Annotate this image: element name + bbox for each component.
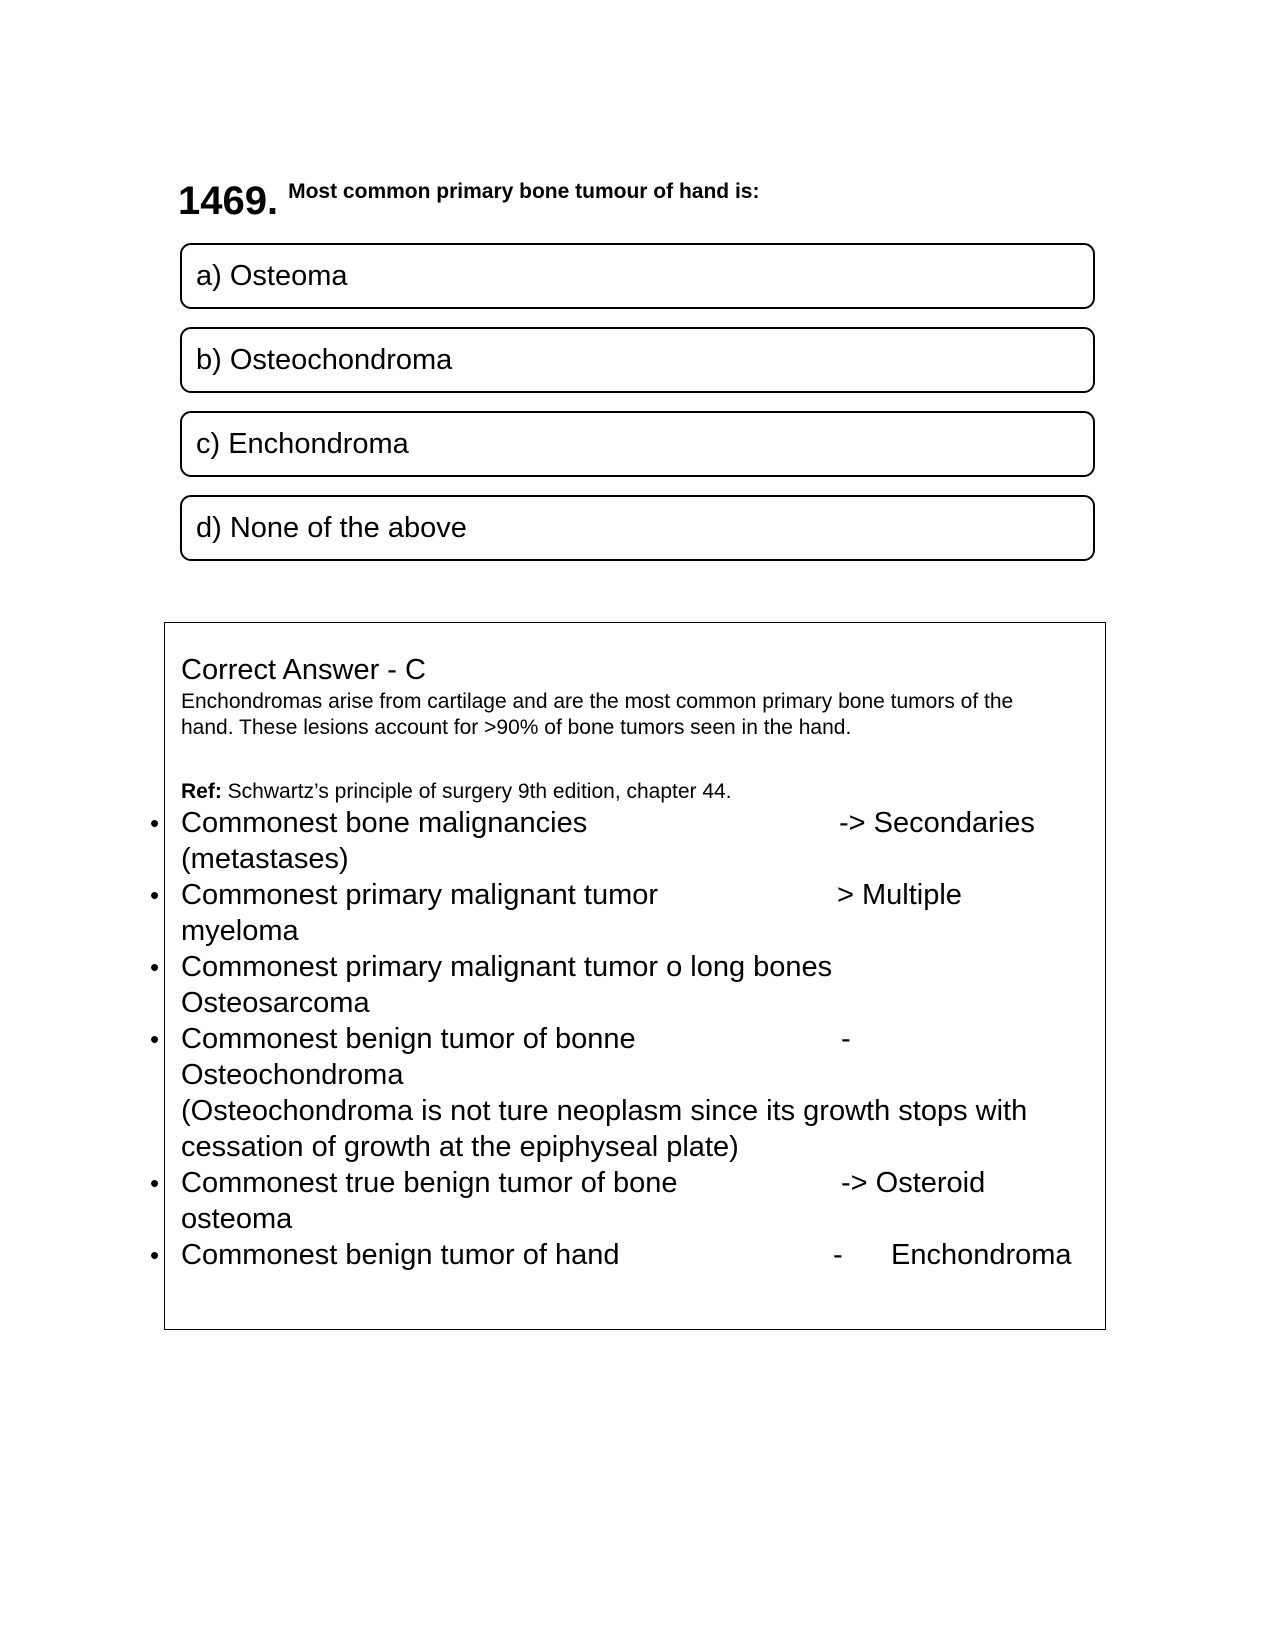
list-item (150, 877, 1081, 949)
correct-answer-title: Correct Answer - C (181, 654, 426, 686)
option-c[interactable]: c) Enchondroma (180, 411, 1095, 477)
bullet-icon: • (150, 1024, 160, 1054)
fact-label: Commonest true benign tumor of bone (181, 1167, 678, 1199)
fact-continuation: Osteosarcoma (181, 987, 370, 1019)
list-item (150, 1021, 1081, 1165)
option-a[interactable]: a) Osteoma (180, 243, 1095, 309)
fact-value: - Enchondroma (833, 1239, 1072, 1271)
fact-note-line-2: cessation of growth at the epiphyseal plate) (181, 1131, 739, 1163)
explanation-line-2: hand. These lesions account for >90% of bone tumors seen in the hand. (181, 716, 852, 739)
bullet-icon: • (150, 808, 160, 838)
option-b[interactable]: b) Osteochondroma (180, 327, 1095, 393)
ref-label: Ref: (181, 780, 222, 803)
question-header (178, 178, 759, 224)
fact-continuation: myeloma (181, 915, 299, 947)
list-item (150, 1165, 1081, 1237)
explanation-line-1: Enchondromas arise from cartilage and are the most common primary bone tumors of the (181, 690, 1014, 713)
list-item (150, 805, 1081, 877)
fact-value: -> Osteroid (841, 1167, 986, 1199)
bullet-icon: • (150, 1168, 160, 1198)
fact-label: Commonest bone malignancies (181, 807, 588, 839)
fact-value: > Multiple (837, 879, 962, 911)
ref-text: Schwartz’s principle of surgery 9th edition, chapter 44. (221, 780, 732, 803)
fact-value: - (841, 1023, 851, 1055)
list-item (150, 949, 1081, 1021)
fact-continuation: (metastases) (181, 843, 349, 875)
fact-label: Commonest primary malignant tumor o long bones (181, 951, 833, 983)
fact-label: Commonest benign tumor of bonne (181, 1023, 636, 1055)
fact-label: Commonest primary malignant tumor (181, 879, 659, 911)
bullet-icon: • (150, 952, 160, 982)
reference (181, 779, 732, 805)
question-text: Most common primary bone tumour of hand is: (288, 180, 760, 203)
fact-note-line-1: (Osteochondroma is not ture neoplasm since its growth stops with (181, 1095, 1028, 1127)
bullet-icon: • (150, 880, 160, 910)
option-d[interactable]: d) None of the above (180, 495, 1095, 561)
bullet-icon: • (150, 1240, 160, 1270)
question-number: 1469. (178, 179, 279, 223)
answer-explanation (181, 689, 1081, 741)
list-item (150, 1237, 1081, 1273)
fact-continuation: Osteochondroma (181, 1059, 404, 1091)
fact-label: Commonest benign tumor of hand (181, 1239, 620, 1271)
facts-list (150, 805, 1081, 1273)
fact-value: -> Secondaries (839, 807, 1035, 839)
fact-continuation: osteoma (181, 1203, 293, 1235)
